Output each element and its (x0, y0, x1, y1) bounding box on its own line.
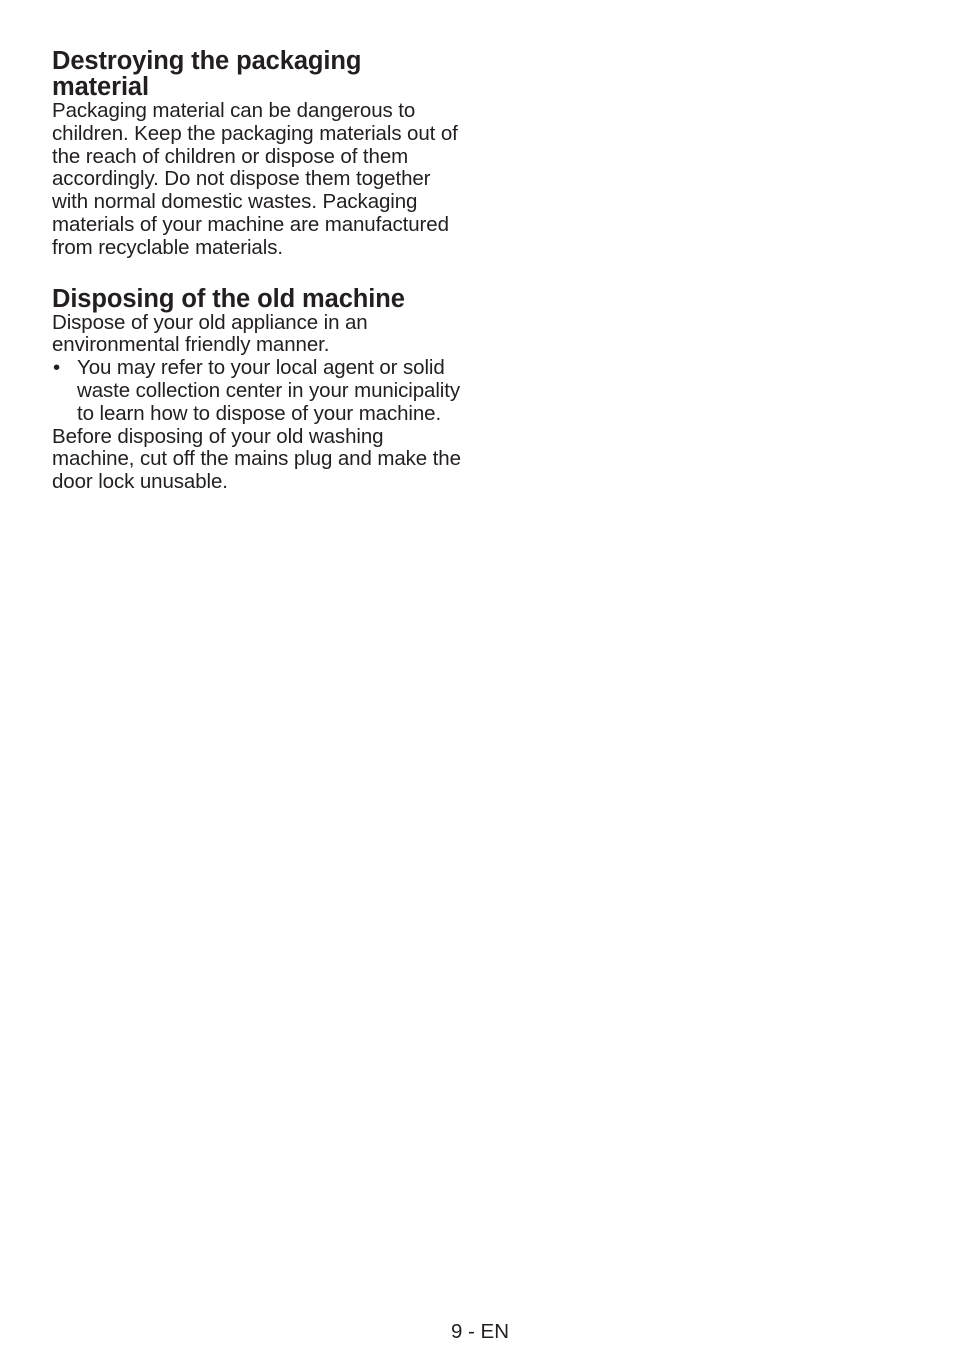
list-item (52, 357, 462, 425)
old-machine-section (52, 286, 462, 494)
packaging-section (52, 48, 462, 260)
packaging-paragraph: Packaging material can be dangerous to children. Keep the packaging materials out of the reach of children or dispose of them accordingly. Do not dispose them together with normal domestic wastes. Packaging materials of your machine are manufactured from recyclable materials. (52, 99, 458, 259)
list-item-text: You may refer to your local agent or solid waste collection center in your municipality to learn how to dispose of your machine. (77, 356, 460, 425)
old-machine-outro: Before disposing of your old washing machine, cut off the mains plug and make the door lock unusable. (52, 424, 461, 494)
packaging-heading: Destroying the packaging material (52, 47, 362, 101)
content-column (52, 48, 462, 494)
old-machine-intro: Dispose of your old appliance in an environmental friendly manner. (52, 310, 368, 357)
bullet-icon: • (53, 356, 61, 380)
old-machine-heading: Disposing of the old machine (52, 284, 405, 313)
page-number: 9 - EN (450, 1320, 510, 1343)
old-machine-bullet-list (52, 357, 462, 425)
